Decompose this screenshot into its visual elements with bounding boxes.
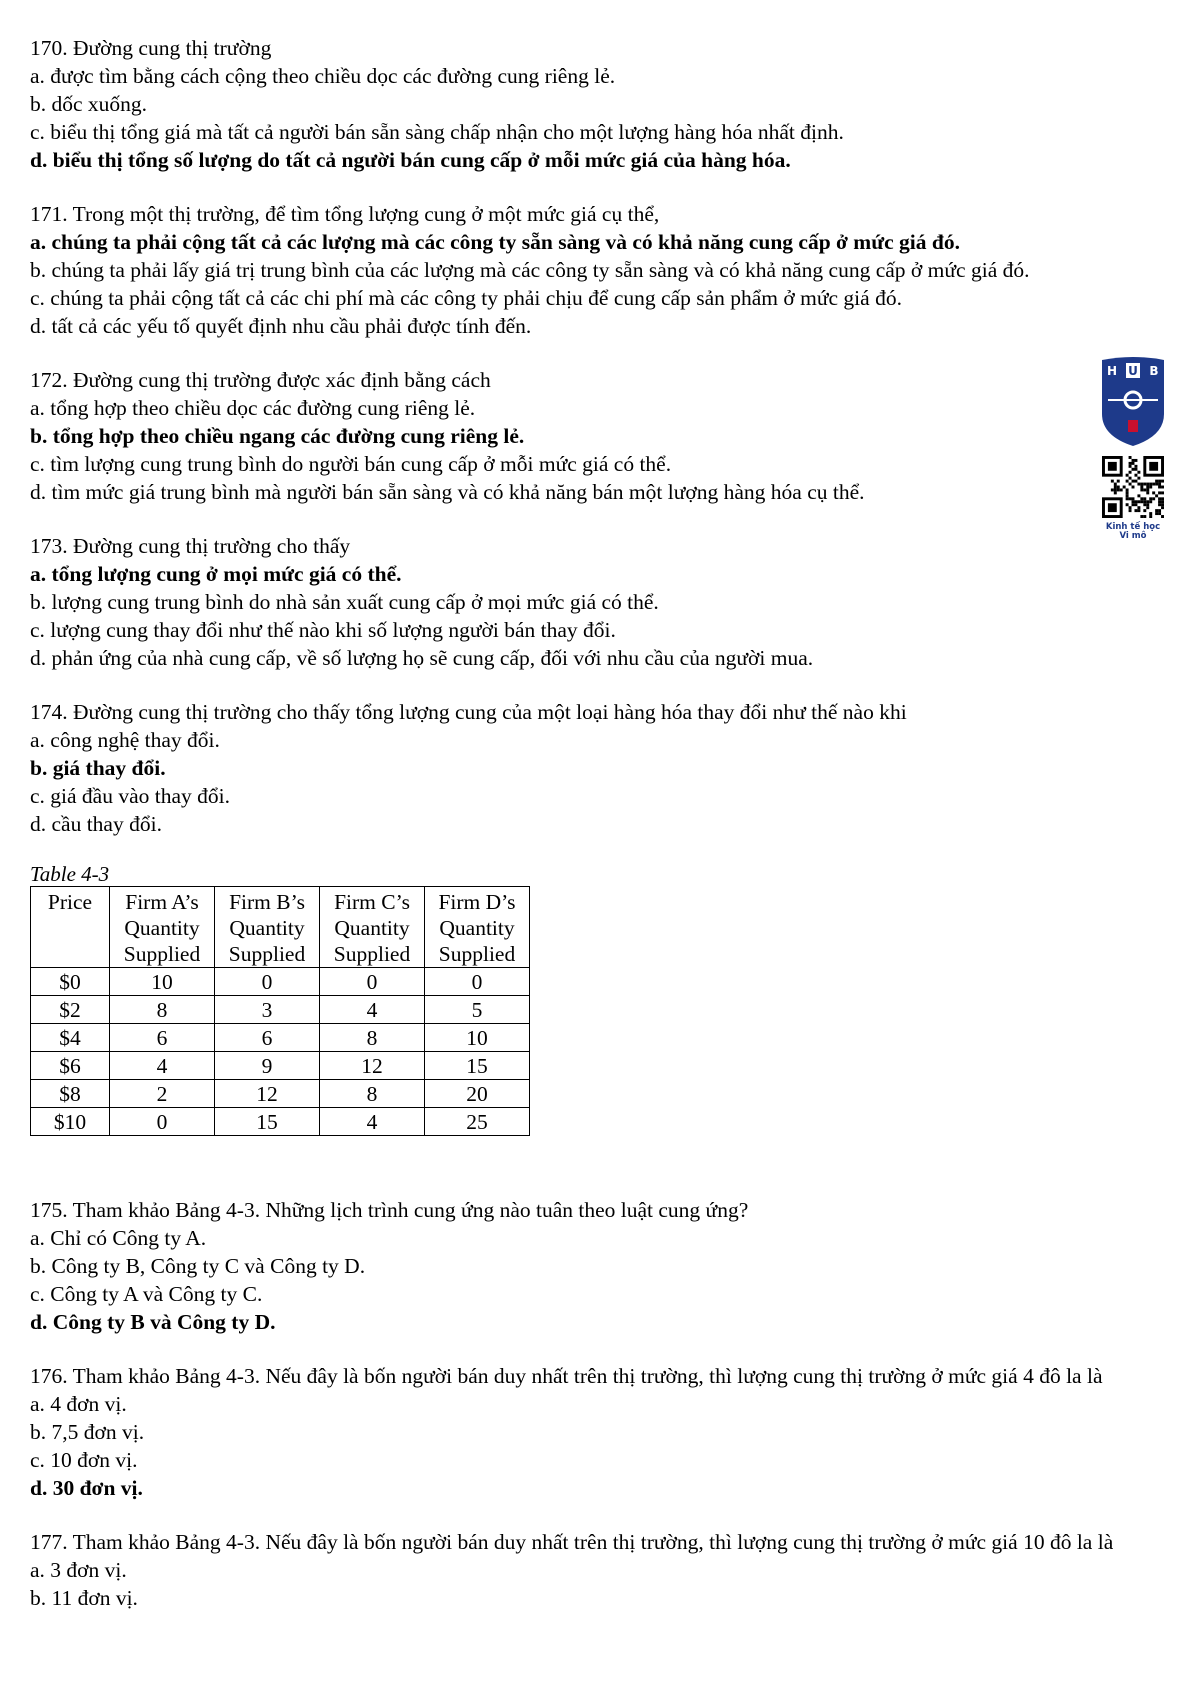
header-firm-d: Firm D’s Quantity Supplied	[425, 887, 530, 968]
question-block	[30, 1362, 1170, 1502]
quantity-cell: 12	[320, 1052, 425, 1080]
quantity-cell: 15	[425, 1052, 530, 1080]
quantity-cell: 0	[110, 1108, 215, 1136]
svg-text:B: B	[1149, 364, 1159, 378]
table-row	[31, 1052, 530, 1080]
question-stem: 177. Tham khảo Bảng 4-3. Nếu đây là bốn người bán duy nhất trên thị trường, thì lượng cung thị trường ở mức giá 10 đô la là	[30, 1530, 1114, 1554]
answer-option: b. dốc xuống.	[30, 92, 148, 116]
correct-answer-option: d. 30 đơn vị.	[30, 1476, 143, 1500]
quantity-cell: 6	[110, 1024, 215, 1052]
correct-answer-option: b. giá thay đổi.	[30, 756, 166, 780]
table-row	[31, 1080, 530, 1108]
quantity-cell: 10	[425, 1024, 530, 1052]
logo-caption	[1096, 523, 1170, 541]
answer-option: a. 4 đơn vị.	[30, 1392, 127, 1416]
question-block	[30, 1196, 1170, 1336]
logo-caption-line2: Vi mô	[1119, 531, 1147, 541]
table-row	[31, 1024, 530, 1052]
quantity-cell: 4	[320, 996, 425, 1024]
logo-caption-line1: Kinh tế học	[1105, 522, 1161, 532]
quantity-cell: 4	[110, 1052, 215, 1080]
svg-text:H: H	[1106, 364, 1118, 378]
price-cell: $8	[31, 1080, 110, 1108]
header-firm-c: Firm C’s Quantity Supplied	[320, 887, 425, 968]
answer-option: c. giá đầu vào thay đổi.	[30, 784, 231, 808]
shield-logo-icon	[1100, 356, 1166, 448]
question-block	[30, 1528, 1170, 1612]
supply-table	[30, 886, 530, 1136]
answer-option: a. Chỉ có Công ty A.	[30, 1226, 207, 1250]
quantity-cell: 9	[215, 1052, 320, 1080]
question-stem: 173. Đường cung thị trường cho thấy	[30, 534, 351, 558]
table-row	[31, 968, 530, 996]
answer-option: c. biểu thị tổng giá mà tất cả người bán sẵn sàng chấp nhận cho một lượng hàng hóa nhất định.	[30, 120, 844, 144]
quantity-cell: 25	[425, 1108, 530, 1136]
answer-option: d. tất cả các yếu tố quyết định nhu cầu phải được tính đến.	[30, 314, 532, 338]
price-cell: $10	[31, 1108, 110, 1136]
quantity-cell: 8	[320, 1080, 425, 1108]
answer-option: a. tổng hợp theo chiều dọc các đường cung riêng lẻ.	[30, 396, 476, 420]
table-header-row	[31, 887, 530, 968]
quantity-cell: 15	[215, 1108, 320, 1136]
answer-option: b. chúng ta phải lấy giá trị trung bình của các lượng mà các công ty sẵn sàng và có khả năng cung cấp ở mức giá đó.	[30, 258, 1030, 282]
quantity-cell: 0	[215, 968, 320, 996]
question-stem: 170. Đường cung thị trường	[30, 36, 272, 60]
question-block	[30, 34, 1170, 174]
question-block	[30, 366, 1170, 506]
price-cell: $2	[31, 996, 110, 1024]
header-price: Price	[31, 887, 110, 968]
correct-answer-option: a. tổng lượng cung ở mọi mức giá có thể.	[30, 562, 402, 586]
quantity-cell: 12	[215, 1080, 320, 1108]
correct-answer-option: d. biểu thị tổng số lượng do tất cả người bán cung cấp ở mỗi mức giá của hàng hóa.	[30, 148, 791, 172]
answer-option: c. 10 đơn vị.	[30, 1448, 138, 1472]
quantity-cell: 20	[425, 1080, 530, 1108]
question-stem: 175. Tham khảo Bảng 4-3. Những lịch trình cung ứng nào tuân theo luật cung ứng?	[30, 1198, 749, 1222]
question-block	[30, 698, 1170, 838]
price-cell: $6	[31, 1052, 110, 1080]
answer-option: a. công nghệ thay đổi.	[30, 728, 220, 752]
question-block	[30, 200, 1170, 340]
question-stem: 176. Tham khảo Bảng 4-3. Nếu đây là bốn người bán duy nhất trên thị trường, thì lượng cung thị trường ở mức giá 4 đô la là	[30, 1364, 1103, 1388]
answer-option: c. tìm lượng cung trung bình do người bán cung cấp ở mỗi mức giá có thể.	[30, 452, 672, 476]
answer-option: c. chúng ta phải cộng tất cả các chi phí mà các công ty phải chịu để cung cấp sản phẩm ở mức giá đó.	[30, 286, 902, 310]
answer-option: d. phản ứng của nhà cung cấp, về số lượng họ sẽ cung cấp, đối với nhu cầu của người mua.	[30, 646, 814, 670]
question-stem: 171. Trong một thị trường, để tìm tổng lượng cung ở một mức giá cụ thể,	[30, 202, 660, 226]
table-row	[31, 1108, 530, 1136]
answer-option: a. được tìm bằng cách cộng theo chiều dọc các đường cung riêng lẻ.	[30, 64, 616, 88]
quantity-cell: 4	[320, 1108, 425, 1136]
answer-option: a. 3 đơn vị.	[30, 1558, 127, 1582]
quantity-cell: 3	[215, 996, 320, 1024]
answer-option: b. 11 đơn vị.	[30, 1586, 138, 1610]
quantity-cell: 6	[215, 1024, 320, 1052]
correct-answer-option: d. Công ty B và Công ty D.	[30, 1310, 276, 1334]
answer-option: d. tìm mức giá trung bình mà người bán sẵn sàng và có khả năng bán một lượng hàng hóa cụ thể.	[30, 480, 865, 504]
hub-logo	[1096, 356, 1170, 541]
price-cell: $0	[31, 968, 110, 996]
table-caption: Table 4-3	[30, 862, 110, 886]
correct-answer-option: a. chúng ta phải cộng tất cả các lượng mà các công ty sẵn sàng và có khả năng cung cấp ở mức giá đó.	[30, 230, 960, 254]
question-stem: 172. Đường cung thị trường được xác định bằng cách	[30, 368, 491, 392]
table-row	[31, 996, 530, 1024]
question-list-continued	[30, 1196, 1170, 1612]
answer-option: c. lượng cung thay đổi như thế nào khi số lượng người bán thay đổi.	[30, 618, 616, 642]
quantity-cell: 2	[110, 1080, 215, 1108]
svg-text:U: U	[1128, 364, 1138, 378]
quantity-cell: 5	[425, 996, 530, 1024]
question-block	[30, 532, 1170, 672]
answer-option: b. 7,5 đơn vị.	[30, 1420, 145, 1444]
document-page	[30, 34, 1170, 1638]
quantity-cell: 0	[425, 968, 530, 996]
quantity-cell: 10	[110, 968, 215, 996]
question-list	[30, 34, 1170, 838]
quantity-cell: 8	[110, 996, 215, 1024]
price-cell: $4	[31, 1024, 110, 1052]
header-firm-b: Firm B’s Quantity Supplied	[215, 887, 320, 968]
correct-answer-option: b. tổng hợp theo chiều ngang các đường cung riêng lẻ.	[30, 424, 525, 448]
qr-code-icon	[1102, 456, 1164, 518]
question-stem: 174. Đường cung thị trường cho thấy tổng lượng cung của một loại hàng hóa thay đổi như thế nào khi	[30, 700, 907, 724]
header-firm-a: Firm A’s Quantity Supplied	[110, 887, 215, 968]
answer-option: c. Công ty A và Công ty C.	[30, 1282, 263, 1306]
quantity-cell: 0	[320, 968, 425, 996]
answer-option: d. cầu thay đổi.	[30, 812, 162, 836]
answer-option: b. Công ty B, Công ty C và Công ty D.	[30, 1254, 366, 1278]
answer-option: b. lượng cung trung bình do nhà sản xuất cung cấp ở mọi mức giá có thể.	[30, 590, 659, 614]
quantity-cell: 8	[320, 1024, 425, 1052]
